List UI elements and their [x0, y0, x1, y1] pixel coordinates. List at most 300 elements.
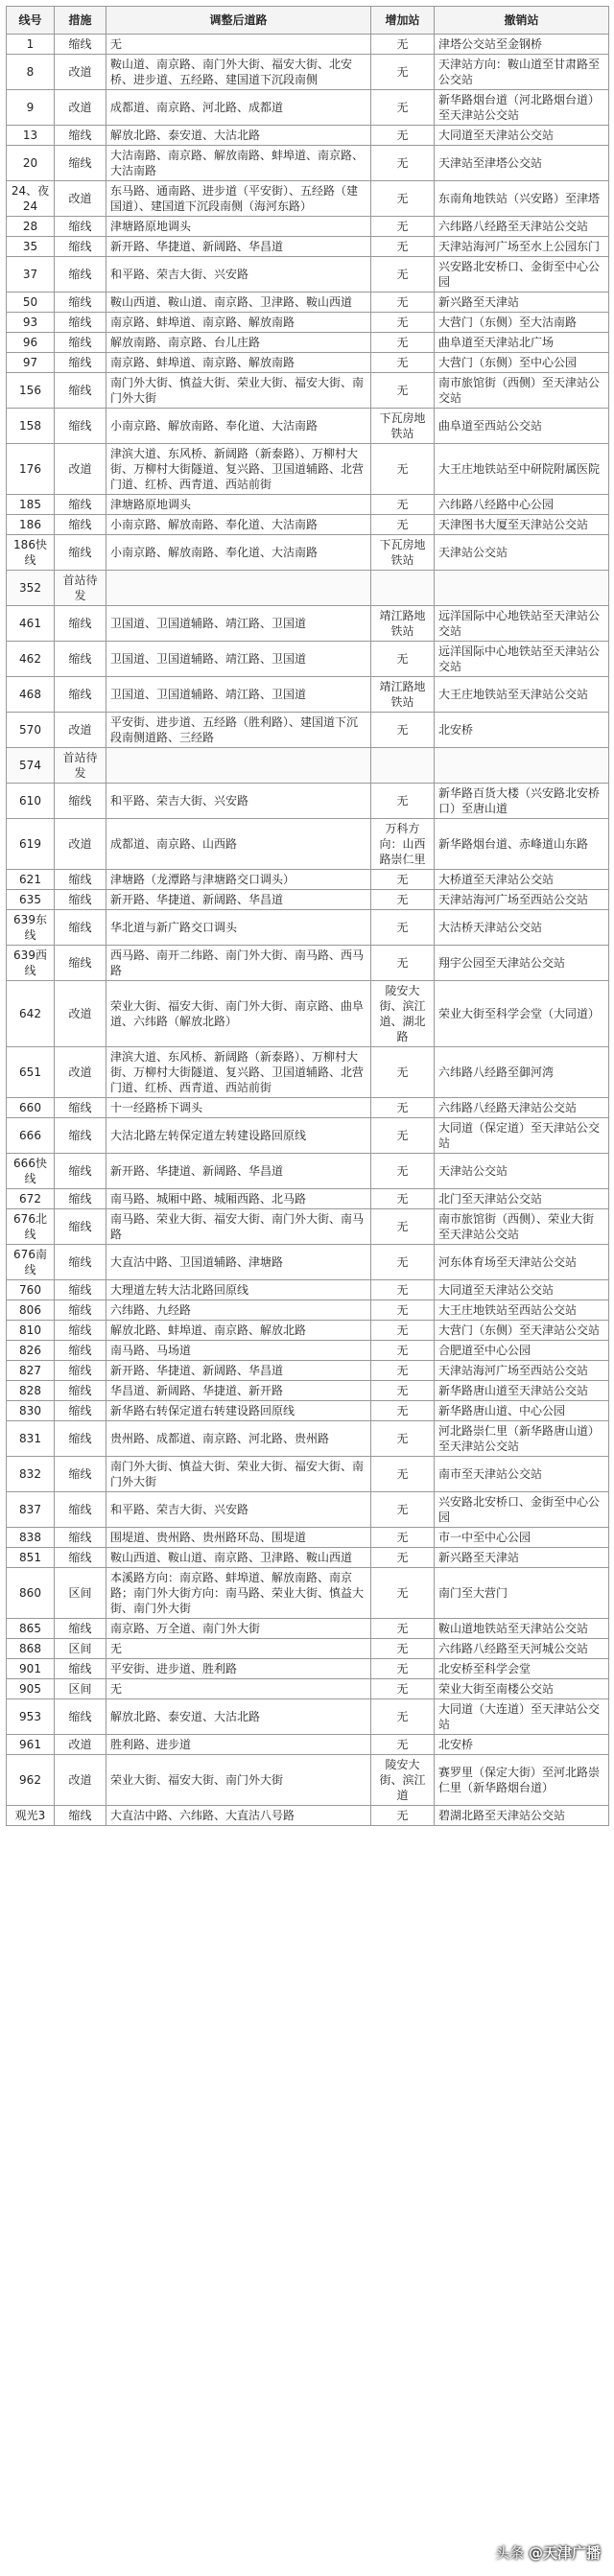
cell-removed-stops: 天津站海河广场至水上公园东门 — [435, 237, 609, 257]
cell-line-number: 观光3 — [7, 1806, 55, 1826]
table-row — [7, 409, 609, 444]
cell-added-stops: 无 — [371, 181, 435, 217]
cell-added-stops: 无 — [371, 1492, 435, 1528]
cell-removed-stops: 曲阜道至天津站北广场 — [435, 333, 609, 353]
cell-removed-stops: 大同道（大连道）至天津站公交站 — [435, 1699, 609, 1735]
cell-adjusted-route: 无 — [106, 1679, 371, 1699]
cell-measure: 缩线 — [55, 1154, 106, 1189]
cell-line-number: 868 — [7, 1639, 55, 1659]
cell-line-number: 851 — [7, 1548, 55, 1568]
table-row — [7, 946, 609, 981]
cell-adjusted-route: 六纬路、九经路 — [106, 1300, 371, 1321]
table-body — [7, 35, 609, 1826]
cell-line-number: 37 — [7, 257, 55, 293]
cell-line-number: 158 — [7, 409, 55, 444]
cell-adjusted-route: 荣业大街、福安大街、南门外大街、南京路、曲阜道、六纬路（解放北路） — [106, 981, 371, 1047]
cell-line-number: 96 — [7, 333, 55, 353]
cell-measure: 缩线 — [55, 1421, 106, 1457]
table-row — [7, 713, 609, 748]
cell-line-number: 865 — [7, 1619, 55, 1639]
table-row — [7, 1735, 609, 1755]
cell-measure: 首站待发 — [55, 748, 106, 784]
table-row — [7, 571, 609, 606]
cell-added-stops: 无 — [371, 1806, 435, 1826]
route-adjustment-table — [6, 6, 609, 1826]
cell-measure: 缩线 — [55, 1528, 106, 1548]
cell-added-stops: 无 — [371, 642, 435, 677]
table-row — [7, 1528, 609, 1548]
table-row — [7, 55, 609, 90]
cell-line-number: 828 — [7, 1381, 55, 1401]
header-measure: 措施 — [55, 7, 106, 35]
cell-adjusted-route: 大直沽中路、卫国道辅路、津塘路 — [106, 1245, 371, 1280]
cell-added-stops: 无 — [371, 1280, 435, 1300]
table-row — [7, 373, 609, 409]
cell-line-number: 9 — [7, 90, 55, 126]
cell-adjusted-route: 无 — [106, 1639, 371, 1659]
cell-measure: 改道 — [55, 1755, 106, 1806]
cell-measure: 改道 — [55, 819, 106, 870]
table-row — [7, 217, 609, 237]
cell-line-number: 962 — [7, 1755, 55, 1806]
cell-removed-stops: 北安桥 — [435, 713, 609, 748]
cell-adjusted-route: 卫国道、卫国道辅路、靖江路、卫国道 — [106, 606, 371, 642]
table-row — [7, 1154, 609, 1189]
cell-added-stops: 万科方向：山西路崇仁里 — [371, 819, 435, 870]
cell-adjusted-route: 解放北路、蚌埠道、南京路、解放北路 — [106, 1321, 371, 1341]
cell-adjusted-route: 西马路、南开二纬路、南门外大街、南马路、西马路 — [106, 946, 371, 981]
cell-adjusted-route — [106, 571, 371, 606]
table-row — [7, 1189, 609, 1209]
cell-measure: 缩线 — [55, 353, 106, 373]
table-row — [7, 1806, 609, 1826]
cell-added-stops: 无 — [371, 1735, 435, 1755]
cell-added-stops: 无 — [371, 1699, 435, 1735]
cell-removed-stops: 赛罗里（保定大街）至河北路崇仁里（新华路烟台道） — [435, 1755, 609, 1806]
cell-measure: 缩线 — [55, 1341, 106, 1361]
cell-line-number: 838 — [7, 1528, 55, 1548]
cell-measure: 缩线 — [55, 1189, 106, 1209]
cell-removed-stops: 天津图书大厦至天津站公交站 — [435, 515, 609, 535]
cell-removed-stops: 天津站公交站 — [435, 535, 609, 571]
cell-added-stops: 无 — [371, 1679, 435, 1699]
cell-removed-stops: 大王庄地铁站至天津站公交站 — [435, 677, 609, 713]
cell-measure: 缩线 — [55, 1548, 106, 1568]
cell-added-stops: 无 — [371, 1300, 435, 1321]
cell-removed-stops: 津塔公交站至金钢桥 — [435, 35, 609, 55]
cell-measure: 缩线 — [55, 1245, 106, 1280]
table-row — [7, 181, 609, 217]
cell-line-number: 461 — [7, 606, 55, 642]
cell-removed-stops: 天津站方向：鞍山道至甘肃路至公交站 — [435, 55, 609, 90]
cell-removed-stops: 大同道至天津站公交站 — [435, 126, 609, 146]
cell-added-stops — [371, 571, 435, 606]
cell-adjusted-route: 大理道左转大沽北路回原线 — [106, 1280, 371, 1300]
cell-measure: 缩线 — [55, 642, 106, 677]
cell-adjusted-route: 解放北路、泰安道、大沽北路 — [106, 1699, 371, 1735]
cell-line-number: 666 — [7, 1118, 55, 1154]
cell-adjusted-route: 胜利路、进步道 — [106, 1735, 371, 1755]
cell-measure: 首站待发 — [55, 571, 106, 606]
cell-measure: 改道 — [55, 1735, 106, 1755]
cell-added-stops: 无 — [371, 126, 435, 146]
cell-removed-stops: 翔宇公园至天津站公交站 — [435, 946, 609, 981]
cell-added-stops: 靖江路地铁站 — [371, 606, 435, 642]
cell-line-number: 468 — [7, 677, 55, 713]
cell-removed-stops: 天津站至津塔公交站 — [435, 146, 609, 181]
cell-removed-stops: 天津站公交站 — [435, 1154, 609, 1189]
cell-line-number: 185 — [7, 495, 55, 515]
cell-measure: 改道 — [55, 90, 106, 126]
cell-adjusted-route: 和平路、荣吉大街、兴安路 — [106, 257, 371, 293]
table-row — [7, 677, 609, 713]
cell-line-number: 676北线 — [7, 1209, 55, 1245]
cell-adjusted-route: 华北道与新广路交口调头 — [106, 910, 371, 946]
cell-line-number: 810 — [7, 1321, 55, 1341]
cell-measure: 改道 — [55, 713, 106, 748]
table-row — [7, 535, 609, 571]
cell-added-stops: 无 — [371, 90, 435, 126]
table-header-row — [7, 7, 609, 35]
cell-adjusted-route: 平安街、进步道、胜利路 — [106, 1659, 371, 1679]
cell-line-number: 961 — [7, 1735, 55, 1755]
table-row — [7, 1548, 609, 1568]
cell-adjusted-route: 大沽南路、南京路、解放南路、蚌埠道、南京路、大沽南路 — [106, 146, 371, 181]
table-row — [7, 819, 609, 870]
cell-added-stops: 靖江路地铁站 — [371, 677, 435, 713]
cell-removed-stops: 大同道（保定道）至天津站公交站 — [435, 1118, 609, 1154]
cell-added-stops: 无 — [371, 1548, 435, 1568]
cell-measure: 缩线 — [55, 1659, 106, 1679]
cell-removed-stops: 天津站海河广场至西站公交站 — [435, 890, 609, 910]
cell-removed-stops: 六纬路八经路中心公园 — [435, 495, 609, 515]
cell-added-stops: 无 — [371, 1118, 435, 1154]
cell-line-number: 352 — [7, 571, 55, 606]
cell-removed-stops: 远洋国际中心地铁站至天津站公交站 — [435, 606, 609, 642]
cell-line-number: 574 — [7, 748, 55, 784]
cell-measure: 缩线 — [55, 373, 106, 409]
cell-line-number: 28 — [7, 217, 55, 237]
cell-adjusted-route: 解放南路、南京路、台儿庄路 — [106, 333, 371, 353]
cell-removed-stops: 荣业大街至南楼公交站 — [435, 1679, 609, 1699]
cell-measure: 缩线 — [55, 1619, 106, 1639]
cell-line-number: 97 — [7, 353, 55, 373]
cell-line-number: 831 — [7, 1421, 55, 1457]
cell-removed-stops: 新华路唐山道至天津站公交站 — [435, 1381, 609, 1401]
table-row — [7, 333, 609, 353]
table-row — [7, 1098, 609, 1118]
cell-adjusted-route: 南门外大街、慎益大街、荣业大街、福安大街、南门外大街 — [106, 1457, 371, 1492]
table-row — [7, 606, 609, 642]
cell-adjusted-route: 成都道、南京路、河北路、成都道 — [106, 90, 371, 126]
cell-line-number: 35 — [7, 237, 55, 257]
cell-measure: 区间 — [55, 1679, 106, 1699]
cell-added-stops: 无 — [371, 870, 435, 890]
table-row — [7, 870, 609, 890]
cell-added-stops: 陵安大街、滨江道、湖北路 — [371, 981, 435, 1047]
cell-adjusted-route: 东马路、通南路、进步道（平安街）、五经路（建国道）、建国道下沉段南侧（海河东路） — [106, 181, 371, 217]
cell-measure: 缩线 — [55, 946, 106, 981]
cell-adjusted-route: 大直沽中路、六纬路、大直沽八号路 — [106, 1806, 371, 1826]
cell-line-number: 93 — [7, 313, 55, 333]
cell-line-number: 50 — [7, 293, 55, 313]
cell-adjusted-route: 新开路、华捷道、新阔路、华昌道 — [106, 1154, 371, 1189]
table-row — [7, 1659, 609, 1679]
cell-measure: 缩线 — [55, 910, 106, 946]
cell-adjusted-route: 和平路、荣吉大街、兴安路 — [106, 1492, 371, 1528]
cell-line-number: 8 — [7, 55, 55, 90]
cell-removed-stops: 鞍山道地铁站至天津站公交站 — [435, 1619, 609, 1639]
cell-removed-stops: 新华路烟台道、赤峰道山东路 — [435, 819, 609, 870]
cell-line-number: 462 — [7, 642, 55, 677]
cell-adjusted-route: 无 — [106, 35, 371, 55]
cell-added-stops: 无 — [371, 1098, 435, 1118]
cell-adjusted-route: 南门外大街、慎益大街、荣业大街、福安大街、南门外大街 — [106, 373, 371, 409]
cell-adjusted-route: 荣业大街、福安大街、南门外大街 — [106, 1755, 371, 1806]
cell-measure: 缩线 — [55, 870, 106, 890]
cell-line-number: 186 — [7, 515, 55, 535]
cell-added-stops: 无 — [371, 1421, 435, 1457]
cell-added-stops: 无 — [371, 890, 435, 910]
cell-adjusted-route: 围堤道、贵州路、贵州路环岛、围堤道 — [106, 1528, 371, 1548]
cell-adjusted-route: 新开路、华捷道、新阔路、华昌道 — [106, 890, 371, 910]
cell-added-stops: 无 — [371, 1245, 435, 1280]
cell-added-stops: 无 — [371, 1528, 435, 1548]
cell-measure: 缩线 — [55, 890, 106, 910]
cell-line-number: 826 — [7, 1341, 55, 1361]
cell-line-number: 156 — [7, 373, 55, 409]
table-row — [7, 1321, 609, 1341]
cell-measure: 缩线 — [55, 1492, 106, 1528]
cell-added-stops: 无 — [371, 910, 435, 946]
cell-adjusted-route: 贵州路、成都道、南京路、河北路、贵州路 — [106, 1421, 371, 1457]
cell-added-stops: 无 — [371, 333, 435, 353]
cell-removed-stops: 大营门（东侧）至中心公园 — [435, 353, 609, 373]
cell-removed-stops: 大同道至天津站公交站 — [435, 1280, 609, 1300]
cell-added-stops: 无 — [371, 1209, 435, 1245]
cell-line-number: 570 — [7, 713, 55, 748]
cell-adjusted-route: 平安街、进步道、五经路（胜利路）、建国道下沉段南侧道路、三经路 — [106, 713, 371, 748]
cell-line-number: 832 — [7, 1457, 55, 1492]
cell-removed-stops: 荣业大街至科学会堂（大同道） — [435, 981, 609, 1047]
cell-adjusted-route: 津塘路原地调头 — [106, 217, 371, 237]
table-row — [7, 444, 609, 495]
cell-adjusted-route: 津塘路（龙潭路与津塘路交口调头） — [106, 870, 371, 890]
header-added-stops: 增加站 — [371, 7, 435, 35]
cell-line-number: 672 — [7, 1189, 55, 1209]
table-row — [7, 1639, 609, 1659]
cell-measure: 缩线 — [55, 1806, 106, 1826]
cell-added-stops: 无 — [371, 55, 435, 90]
cell-line-number: 676南线 — [7, 1245, 55, 1280]
cell-adjusted-route: 大沽北路左转保定道左转建设路回原线 — [106, 1118, 371, 1154]
cell-adjusted-route — [106, 748, 371, 784]
cell-added-stops: 无 — [371, 1154, 435, 1189]
cell-removed-stops: 曲阜道至西站公交站 — [435, 409, 609, 444]
cell-added-stops: 无 — [371, 1619, 435, 1639]
cell-adjusted-route: 鞍山西道、鞍山道、南京路、卫津路、鞍山西道 — [106, 1548, 371, 1568]
cell-removed-stops: 大营门（东侧）至天津站公交站 — [435, 1321, 609, 1341]
cell-adjusted-route: 新华路右转保定道右转建设路回原线 — [106, 1401, 371, 1421]
cell-removed-stops: 大沽桥天津站公交站 — [435, 910, 609, 946]
cell-removed-stops: 碧湖北路至天津站公交站 — [435, 1806, 609, 1826]
cell-measure: 缩线 — [55, 784, 106, 819]
cell-measure: 缩线 — [55, 1118, 106, 1154]
cell-measure: 缩线 — [55, 146, 106, 181]
cell-adjusted-route: 卫国道、卫国道辅路、靖江路、卫国道 — [106, 677, 371, 713]
cell-measure: 缩线 — [55, 515, 106, 535]
cell-removed-stops: 六纬路八经路至御河湾 — [435, 1047, 609, 1098]
cell-line-number: 806 — [7, 1300, 55, 1321]
cell-removed-stops: 六纬路八经路至天津站公交站 — [435, 217, 609, 237]
table-row — [7, 1209, 609, 1245]
cell-adjusted-route: 鞍山道、南京路、南门外大街、福安大街、北安桥、进步道、五经路、建国道下沉段南侧 — [106, 55, 371, 90]
cell-adjusted-route: 本溪路方向：南京路、蚌埠道、解放南路、南京路；南门外大街方向：南马路、荣业大街、慎益大街、南门外大街 — [106, 1568, 371, 1619]
cell-removed-stops: 河北路崇仁里（新华路唐山道）至天津站公交站 — [435, 1421, 609, 1457]
cell-measure: 区间 — [55, 1639, 106, 1659]
cell-adjusted-route: 新开路、华捷道、新阔路、华昌道 — [106, 1361, 371, 1381]
cell-added-stops: 无 — [371, 293, 435, 313]
table-row — [7, 890, 609, 910]
cell-removed-stops: 合肥道至中心公园 — [435, 1341, 609, 1361]
cell-adjusted-route: 和平路、荣吉大街、兴安路 — [106, 784, 371, 819]
table-row — [7, 748, 609, 784]
cell-added-stops: 无 — [371, 1341, 435, 1361]
cell-measure: 缩线 — [55, 257, 106, 293]
table-row — [7, 981, 609, 1047]
table-row — [7, 237, 609, 257]
cell-added-stops: 无 — [371, 784, 435, 819]
table-row — [7, 1361, 609, 1381]
cell-added-stops: 无 — [371, 237, 435, 257]
cell-adjusted-route: 成都道、南京路、山西路 — [106, 819, 371, 870]
cell-line-number: 651 — [7, 1047, 55, 1098]
cell-measure: 改道 — [55, 181, 106, 217]
cell-measure: 缩线 — [55, 409, 106, 444]
cell-line-number: 905 — [7, 1679, 55, 1699]
cell-line-number: 186快线 — [7, 535, 55, 571]
cell-line-number: 666快线 — [7, 1154, 55, 1189]
cell-removed-stops: 新华路烟台道（河北路烟台道）至天津站公交站 — [435, 90, 609, 126]
cell-measure: 改道 — [55, 981, 106, 1047]
cell-adjusted-route: 津塘路原地调头 — [106, 495, 371, 515]
table-row — [7, 784, 609, 819]
cell-removed-stops: 北安桥 — [435, 1735, 609, 1755]
cell-removed-stops: 南市至天津站公交站 — [435, 1457, 609, 1492]
table-row — [7, 353, 609, 373]
cell-measure: 缩线 — [55, 1321, 106, 1341]
cell-removed-stops: 六纬路八经路至天河城公交站 — [435, 1639, 609, 1659]
table-row — [7, 1118, 609, 1154]
cell-measure: 缩线 — [55, 1280, 106, 1300]
cell-measure: 缩线 — [55, 237, 106, 257]
watermark — [495, 2542, 601, 2563]
cell-added-stops: 无 — [371, 1639, 435, 1659]
table-row — [7, 1245, 609, 1280]
table-row — [7, 90, 609, 126]
cell-measure: 缩线 — [55, 1699, 106, 1735]
cell-added-stops: 无 — [371, 1568, 435, 1619]
cell-measure: 缩线 — [55, 1098, 106, 1118]
table-row — [7, 495, 609, 515]
cell-added-stops: 无 — [371, 217, 435, 237]
cell-measure: 缩线 — [55, 217, 106, 237]
cell-line-number: 639西线 — [7, 946, 55, 981]
table-row — [7, 1341, 609, 1361]
table-row — [7, 313, 609, 333]
cell-measure: 缩线 — [55, 35, 106, 55]
cell-adjusted-route: 津滨大道、东风桥、新阔路（新泰路）、万柳村大街、万柳村大街隧道、复兴路、卫国道辅路、北营门道、红桥、西青道、西站前街 — [106, 444, 371, 495]
cell-removed-stops: 河东体育场至天津站公交站 — [435, 1245, 609, 1280]
table-row — [7, 1280, 609, 1300]
table-row — [7, 1492, 609, 1528]
cell-adjusted-route: 南马路、荣业大街、福安大街、南门外大街、南马路 — [106, 1209, 371, 1245]
cell-measure: 缩线 — [55, 535, 106, 571]
cell-line-number: 660 — [7, 1098, 55, 1118]
cell-added-stops: 无 — [371, 1457, 435, 1492]
cell-added-stops: 无 — [371, 1659, 435, 1679]
cell-measure: 缩线 — [55, 495, 106, 515]
cell-measure: 缩线 — [55, 1361, 106, 1381]
table-row — [7, 1699, 609, 1735]
cell-line-number: 24、夜24 — [7, 181, 55, 217]
cell-added-stops — [371, 748, 435, 784]
cell-measure: 改道 — [55, 444, 106, 495]
cell-adjusted-route: 小南京路、解放南路、奉化道、大沽南路 — [106, 409, 371, 444]
cell-added-stops: 无 — [371, 713, 435, 748]
cell-measure: 缩线 — [55, 1209, 106, 1245]
cell-measure: 缩线 — [55, 333, 106, 353]
cell-adjusted-route: 十一经路桥下调头 — [106, 1098, 371, 1118]
cell-removed-stops: 南市旅馆街（西侧）至天津站公交站 — [435, 373, 609, 409]
cell-added-stops: 无 — [371, 35, 435, 55]
cell-line-number: 953 — [7, 1699, 55, 1735]
cell-added-stops: 下瓦房地铁站 — [371, 535, 435, 571]
cell-added-stops: 无 — [371, 1321, 435, 1341]
cell-measure: 区间 — [55, 1568, 106, 1619]
cell-line-number: 901 — [7, 1659, 55, 1679]
cell-added-stops: 无 — [371, 1189, 435, 1209]
cell-removed-stops: 北安桥至科学会堂 — [435, 1659, 609, 1679]
cell-line-number: 20 — [7, 146, 55, 181]
cell-removed-stops: 南门至大营门 — [435, 1568, 609, 1619]
cell-measure: 缩线 — [55, 677, 106, 713]
cell-line-number: 827 — [7, 1361, 55, 1381]
notice-table-wrapper — [6, 6, 608, 1826]
table-row — [7, 1401, 609, 1421]
cell-adjusted-route: 小南京路、解放南路、奉化道、大沽南路 — [106, 515, 371, 535]
cell-measure: 改道 — [55, 1047, 106, 1098]
cell-removed-stops: 新华路百货大楼（兴安路北安桥口）至唐山道 — [435, 784, 609, 819]
table-row — [7, 1047, 609, 1098]
cell-added-stops: 无 — [371, 353, 435, 373]
cell-removed-stops: 新兴路至天津站 — [435, 293, 609, 313]
cell-measure: 缩线 — [55, 126, 106, 146]
cell-removed-stops: 兴安路北安桥口、金街至中心公园 — [435, 1492, 609, 1528]
cell-line-number: 1 — [7, 35, 55, 55]
cell-measure: 缩线 — [55, 1300, 106, 1321]
cell-removed-stops: 大桥道至天津站公交站 — [435, 870, 609, 890]
table-row — [7, 1619, 609, 1639]
cell-adjusted-route: 南京路、蚌埠道、南京路、解放南路 — [106, 313, 371, 333]
cell-line-number: 176 — [7, 444, 55, 495]
header-line-number: 线号 — [7, 7, 55, 35]
table-row — [7, 1421, 609, 1457]
cell-removed-stops — [435, 571, 609, 606]
cell-removed-stops — [435, 748, 609, 784]
cell-measure: 缩线 — [55, 1401, 106, 1421]
cell-line-number: 610 — [7, 784, 55, 819]
